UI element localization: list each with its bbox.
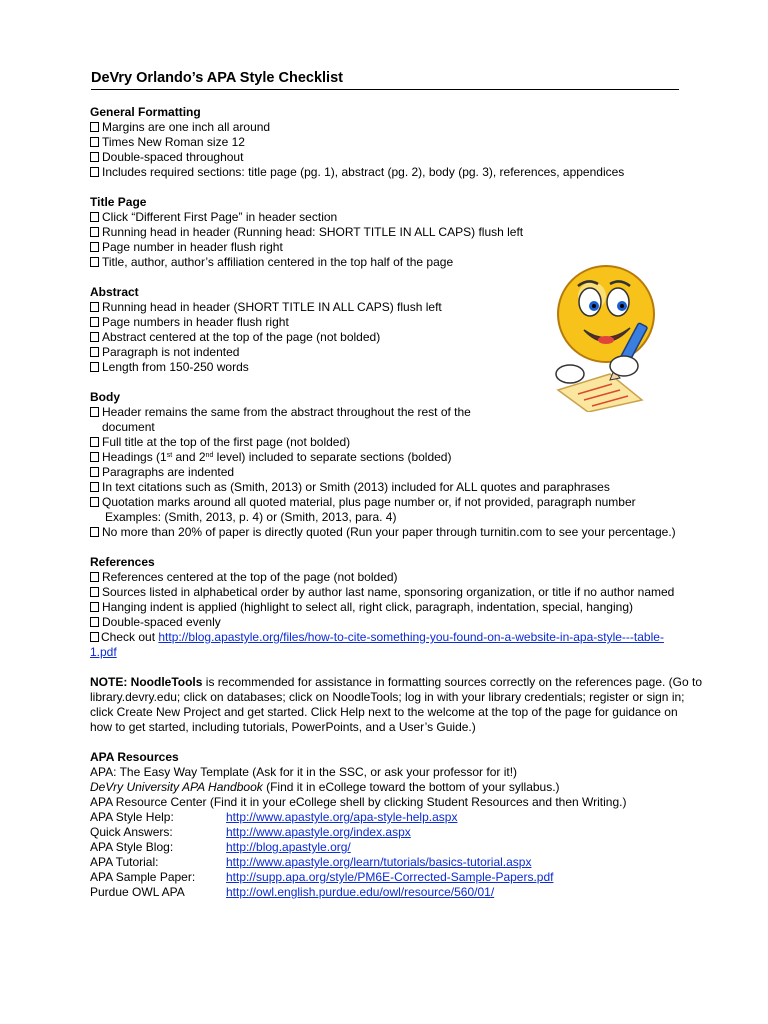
- resource-link[interactable]: http://www.apastyle.org/index.aspx: [226, 825, 411, 839]
- checklist-item[interactable]: Length from 150-250 words: [90, 360, 710, 375]
- checklist-item[interactable]: Full title at the top of the first page (not bolded): [90, 435, 710, 450]
- resource-link[interactable]: http://www.apastyle.org/learn/tutorials/basics-tutorial.aspx: [226, 855, 532, 869]
- body-heading: Body: [90, 390, 120, 404]
- checklist-item[interactable]: Times New Roman size 12: [90, 135, 710, 150]
- smiley-writing-icon: [540, 262, 680, 412]
- checkbox-icon[interactable]: [90, 347, 99, 357]
- checkbox-icon[interactable]: [90, 407, 99, 417]
- checkbox-icon[interactable]: [90, 302, 99, 312]
- resource-link[interactable]: http://owl.english.purdue.edu/owl/resource/560/01/: [226, 885, 495, 899]
- noodletools-note: NOTE: NoodleTools is recommended for assistance in formatting sources correctly on the references page. (Go to library.devry.edu; click on databases; click on NoodleTools; log in with your library credentials; register or sign in; click Create New Project and get started. Click Help next to the welcome at the top of the page for guidance on how to get started, including tutorials, PowerPoints, and a User’s Guide.): [90, 675, 703, 734]
- apa-website-citation-link[interactable]: http://blog.apastyle.org/files/how-to-cite-something-you-found-on-a-website-in-apa-style---table-1.pdf: [90, 630, 664, 659]
- checkbox-icon[interactable]: [90, 122, 99, 132]
- checkbox-icon[interactable]: [90, 152, 99, 162]
- resource-line: DeVry University APA Handbook (Find it in eCollege toward the bottom of your syllabus.): [90, 780, 560, 794]
- checkbox-icon[interactable]: [90, 482, 99, 492]
- checkbox-icon[interactable]: [90, 332, 99, 342]
- checkbox-icon[interactable]: [90, 452, 99, 462]
- checklist-item[interactable]: Hanging indent is applied (highlight to select all, right click, paragraph, indentation, special, hanging): [90, 600, 710, 615]
- checkbox-icon[interactable]: [90, 227, 99, 237]
- checkbox-icon[interactable]: [90, 632, 99, 642]
- checklist-item[interactable]: Header remains the same from the abstract throughout the rest of the document: [90, 405, 502, 435]
- checklist-item[interactable]: Click “Different First Page” in header section: [90, 210, 710, 225]
- checklist-item[interactable]: Includes required sections: title page (pg. 1), abstract (pg. 2), body (pg. 3), references, appendices: [90, 165, 710, 180]
- title-page-heading: Title Page: [90, 195, 147, 209]
- checklist-item[interactable]: Page number in header flush right: [90, 240, 710, 255]
- checkbox-icon[interactable]: [90, 317, 99, 327]
- resource-link-row: APA Style Blog: http://blog.apastyle.org/: [90, 840, 351, 854]
- abstract-heading: Abstract: [90, 285, 139, 299]
- checklist-item[interactable]: Abstract centered at the top of the page (not bolded): [90, 330, 710, 345]
- checklist-item[interactable]: Headings (1st and 2nd level) included to separate sections (bolded): [90, 450, 710, 465]
- checkbox-icon[interactable]: [90, 467, 99, 477]
- checklist-item[interactable]: No more than 20% of paper is directly quoted (Run your paper through turnitin.com to see your percentage.): [90, 525, 710, 540]
- resource-line: APA: The Easy Way Template (Ask for it in the SSC, or ask your professor for it!): [90, 765, 518, 779]
- checkbox-icon[interactable]: [90, 167, 99, 177]
- checklist-item[interactable]: Sources listed in alphabetical order by author last name, sponsoring organization, or title if no author named: [90, 585, 710, 600]
- examples-line: Examples: (Smith, 2013, p. 4) or (Smith, 2013, para. 4): [105, 510, 397, 524]
- checkbox-icon[interactable]: [90, 212, 99, 222]
- checkbox-icon[interactable]: [90, 257, 99, 267]
- checkbox-icon[interactable]: [90, 602, 99, 612]
- checkbox-icon[interactable]: [90, 587, 99, 597]
- general-formatting-heading: General Formatting: [90, 105, 201, 119]
- resource-link[interactable]: http://www.apastyle.org/apa-style-help.aspx: [226, 810, 458, 824]
- resource-link-row: APA Tutorial: http://www.apastyle.org/learn/tutorials/basics-tutorial.aspx: [90, 855, 532, 869]
- checklist-item[interactable]: Title, author, author’s affiliation centered in the top half of the page: [90, 255, 710, 270]
- checklist-item[interactable]: Paragraph is not indented: [90, 345, 710, 360]
- resource-link-row: Purdue OWL APA http://owl.english.purdue.edu/owl/resource/560/01/: [90, 885, 495, 899]
- checklist-item[interactable]: Page numbers in header flush right: [90, 315, 710, 330]
- checkbox-icon[interactable]: [90, 527, 99, 537]
- checkbox-icon[interactable]: [90, 242, 99, 252]
- page-title: DeVry Orlando’s APA Style Checklist: [91, 68, 679, 90]
- checkbox-icon[interactable]: [90, 437, 99, 447]
- resource-link[interactable]: http://supp.apa.org/style/PM6E-Corrected-Sample-Papers.pdf: [226, 870, 554, 884]
- resource-link-row: Quick Answers: http://www.apastyle.org/index.aspx: [90, 825, 411, 839]
- checklist-item[interactable]: Check out http://blog.apastyle.org/files/how-to-cite-something-you-found-on-a-website-in-apa-style---table-1.pdf: [90, 630, 664, 659]
- resource-line: APA Resource Center (Find it in your eCollege shell by clicking Student Resources and then Writing.): [90, 795, 627, 809]
- checklist-item[interactable]: Double-spaced evenly: [90, 615, 710, 630]
- resource-link-row: APA Style Help: http://www.apastyle.org/apa-style-help.aspx: [90, 810, 458, 824]
- checklist-item[interactable]: In text citations such as (Smith, 2013) or Smith (2013) included for ALL quotes and paraphrases: [90, 480, 710, 495]
- apa-resources-heading: APA Resources: [90, 750, 179, 764]
- checklist-item[interactable]: References centered at the top of the page (not bolded): [90, 570, 710, 585]
- checkbox-icon[interactable]: [90, 617, 99, 627]
- checklist-item[interactable]: Running head in header (SHORT TITLE IN ALL CAPS) flush left: [90, 300, 710, 315]
- checklist-item[interactable]: Margins are one inch all around: [90, 120, 710, 135]
- checklist-item[interactable]: Running head in header (Running head: SHORT TITLE IN ALL CAPS) flush left: [90, 225, 710, 240]
- checklist-item[interactable]: Paragraphs are indented: [90, 465, 710, 480]
- checkbox-icon[interactable]: [90, 137, 99, 147]
- checklist-item[interactable]: Double-spaced throughout: [90, 150, 710, 165]
- resource-link-row: APA Sample Paper: http://supp.apa.org/style/PM6E-Corrected-Sample-Papers.pdf: [90, 870, 554, 884]
- checkbox-icon[interactable]: [90, 497, 99, 507]
- checklist-document: [90, 105, 710, 900]
- references-heading: References: [90, 555, 155, 569]
- resource-link[interactable]: http://blog.apastyle.org/: [226, 840, 351, 854]
- checkbox-icon[interactable]: [90, 362, 99, 372]
- checklist-item[interactable]: Quotation marks around all quoted material, plus page number or, if not provided, paragraph number: [90, 495, 710, 510]
- checkbox-icon[interactable]: [90, 572, 99, 582]
